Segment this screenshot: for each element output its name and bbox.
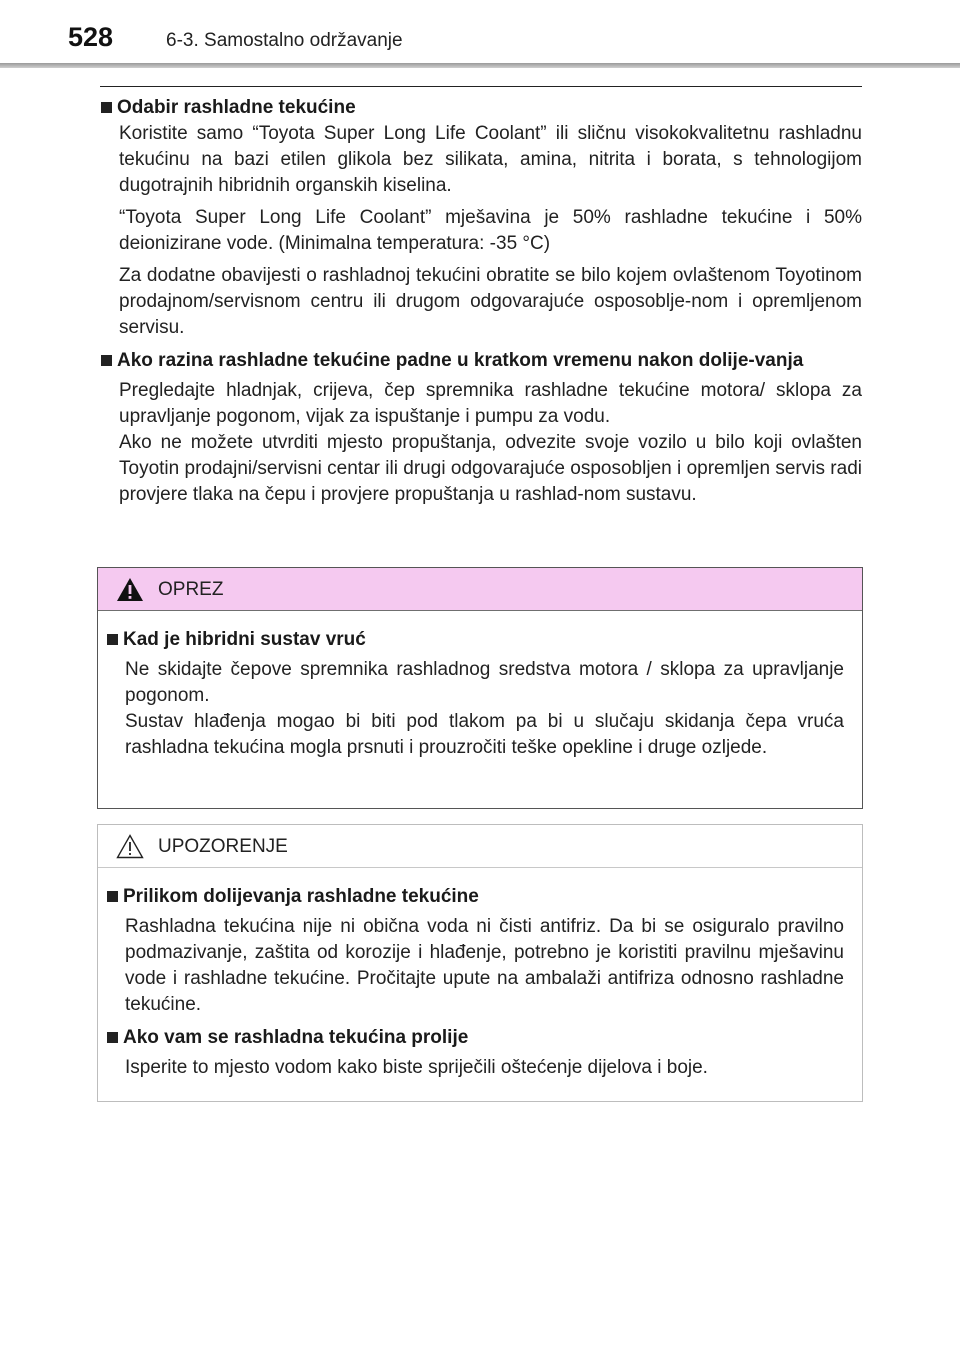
paragraph: “Toyota Super Long Life Coolant” mješavina je 50% rashladne tekućine i 50% deionizirane vode. (Minimalna temperatura: -35 °C): [119, 207, 862, 254]
square-bullet-icon: [101, 355, 112, 366]
item-heading-hot-system: [106, 626, 844, 653]
square-bullet-icon: [101, 102, 112, 113]
paragraph: Za dodatne obavijesti o rashladnoj tekućini obratite se bilo kojem ovlaštenom Toyotinom prodajnom/servisnom centru ili drugom odgovarajuće osposoblje-nom i opremljenom servisu.: [119, 265, 862, 338]
caution-body: [106, 626, 844, 767]
caution-box-header: [98, 568, 862, 611]
paragraph: Ne skidajte čepove spremnika rashladnog sredstva motora / sklopa za upravljanje pogonom.: [125, 659, 844, 706]
notice-body: [106, 883, 844, 1087]
square-bullet-icon: [107, 891, 118, 902]
item-heading-text: Odabir rashladne tekućine: [117, 97, 356, 118]
item-heading-spill: [106, 1024, 844, 1051]
paragraph: Ako ne možete utvrditi mjesto propuštanja, odvezite svoje vozilo u bilo koji ovlašten Toyotin prodajni/servisni centar ili drugi odgovarajuće osposobljen i opremljen servis radi provjere tlaka na čepu i provjere propuštanja u rashlad-nom sustavu.: [119, 432, 862, 505]
caution-box: [97, 567, 863, 809]
item-heading-text: Ako vam se rashladna tekućina prolije: [123, 1027, 469, 1048]
warning-triangle-outline-icon: [116, 834, 144, 859]
page-header: [0, 0, 960, 70]
page-number: 528: [68, 22, 114, 52]
section-title: 6-3. Samostalno održavanje: [166, 30, 403, 51]
item-heading-text: Prilikom dolijevanja rashladne tekućine: [123, 886, 479, 907]
header-divider: [0, 63, 960, 68]
item-heading-coolant-drop: [100, 347, 862, 374]
item-heading-text: Kad je hibridni sustav vruć: [123, 629, 366, 650]
paragraph: Koristite samo “Toyota Super Long Life Coolant” ili sličnu visokokvalitetnu rashladnu tekućinu na bazi etilen glikola bez silikata, amina, nitrita i borata, s tehnologijom dugotrajnih hibridnih organskih kiselina.: [119, 123, 862, 196]
paragraph: Rashladna tekućina nije ni obična voda ni čisti antifriz. Da bi se osiguralo pravilno podmazivanje, zaštita od korozije i hlađenje, potrebno je koristiti pravilnu mješavinu vode i rashladne tekućine. Pročitajte upute na ambalaži antifriza odnosno rashladne tekućine.: [125, 916, 844, 1015]
notice-box: [97, 824, 863, 1102]
paragraph: Isperite to mjesto vodom kako biste spriječili oštećenje dijelova i boje.: [125, 1057, 708, 1078]
warning-triangle-filled-icon: [116, 577, 144, 602]
item-heading-topping-up: [106, 883, 844, 910]
notice-title: UPOZORENJE: [158, 836, 288, 857]
item-heading-text: Ako razina rashladne tekućine padne u kratkom vremenu nakon dolije-vanja: [117, 350, 804, 371]
square-bullet-icon: [107, 1032, 118, 1043]
paragraph: Sustav hlađenja mogao bi biti pod tlakom pa bi u slučaju skidanja čepa vruća rashladna tekućina mogla prsnuti i prouzročiti teške opekline i druge ozljede.: [125, 711, 844, 758]
caution-title: OPREZ: [158, 579, 224, 600]
square-bullet-icon: [107, 634, 118, 645]
item-heading-coolant-choice: [100, 94, 862, 121]
paragraph: Pregledajte hladnjak, crijeva, čep spremnika rashladne tekućine motora/ sklopa za upravljanje pogonom, vijak za ispuštanje i pumpu za vodu.: [119, 380, 862, 427]
notice-box-header: [98, 825, 862, 868]
main-content: [100, 94, 862, 514]
content-top-rule: [100, 86, 862, 87]
